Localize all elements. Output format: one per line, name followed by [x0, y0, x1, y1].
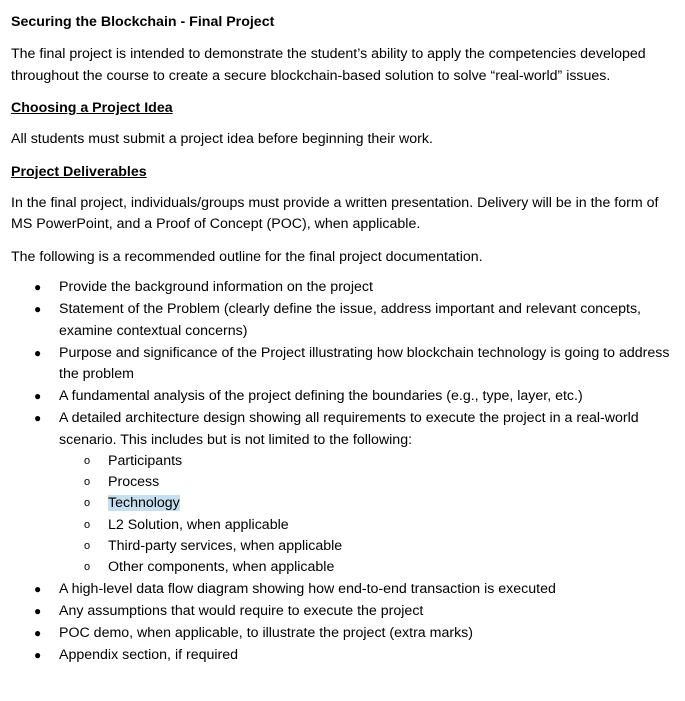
circle-bullet-icon: o	[84, 455, 91, 467]
sub-list-item-text: Other components, when applicable	[108, 559, 335, 576]
bullet-icon: ●	[34, 389, 42, 403]
sub-list-item	[59, 493, 671, 514]
sub-list-item-text: Participants	[108, 453, 183, 469]
list-item	[11, 623, 671, 645]
sub-list-item-text: L2 Solution, when applicable	[108, 516, 289, 533]
circle-bullet-icon: o	[84, 476, 91, 489]
bullet-icon: ●	[34, 302, 42, 316]
bullet-icon: ●	[34, 411, 42, 425]
highlighted-text-selection[interactable]: Technology	[108, 495, 180, 512]
deliverables-paragraph: In the final project, individuals/groups must provide a written presentation. Delivery will be in the form of MS PowerPoint, and a Proof of Concept (POC), when applicable.	[11, 194, 659, 232]
list-item	[11, 601, 671, 623]
project-idea-paragraph: All students must submit a project idea before beginning their work.	[11, 131, 433, 147]
list-item	[11, 645, 671, 667]
list-item-text: POC demo, when applicable, to illustrate the project (extra marks)	[59, 624, 473, 641]
bullet-icon: ●	[34, 625, 42, 640]
section-heading-deliverables: Project Deliverables	[11, 163, 147, 180]
circle-bullet-icon: o	[84, 539, 91, 552]
intro-paragraph: The final project is intended to demonstrate the student’s ability to apply the competencies developed throughout the course to create a secure blockchain-based solution to solve “real-world” issues.	[11, 46, 646, 84]
architecture-sub-list	[59, 451, 671, 578]
sub-list-item	[59, 451, 671, 472]
section-heading-project-idea: Choosing a Project Idea	[11, 100, 173, 116]
list-item-text: Purpose and significance of the Project illustrating how blockchain technology is going to address the problem	[59, 344, 670, 382]
bullet-icon: ●	[34, 581, 42, 596]
list-item-text: Provide the background information on the project	[59, 279, 373, 295]
list-item-text: A detailed architecture design showing all requirements to execute the project in a real-world scenario. This includes but is not limited to the following:	[59, 410, 639, 448]
sub-list-item	[59, 515, 671, 536]
list-item	[11, 408, 671, 578]
list-item	[11, 277, 671, 299]
sub-list-item	[59, 557, 671, 578]
bullet-icon: ●	[34, 280, 42, 294]
list-item	[11, 343, 671, 386]
bullet-icon: ●	[34, 647, 42, 662]
list-item-text: A high-level data flow diagram showing how end-to-end transaction is executed	[59, 580, 556, 597]
sub-list-item	[59, 536, 671, 557]
circle-bullet-icon: o	[84, 518, 91, 531]
sub-list-item-text: Process	[108, 474, 160, 491]
sub-list-item-text: Third-party services, when applicable	[108, 537, 343, 554]
outline-intro-paragraph: The following is a recommended outline for the final project documentation.	[11, 248, 483, 265]
list-item-text: Any assumptions that would require to execute the project	[59, 602, 424, 619]
bullet-icon: ●	[34, 345, 42, 360]
circle-bullet-icon: o	[84, 561, 91, 574]
sub-list-item	[59, 472, 671, 493]
document-page	[11, 12, 671, 669]
bullet-icon: ●	[34, 603, 42, 618]
list-item	[11, 386, 671, 408]
list-item	[11, 579, 671, 601]
document-title: Securing the Blockchain - Final Project	[11, 14, 275, 30]
circle-bullet-icon: o	[84, 497, 91, 510]
list-item-text: Statement of the Problem (clearly define the issue, address important and relevant concepts, examine contextual concerns)	[59, 301, 641, 339]
list-item-text: Appendix section, if required	[59, 646, 239, 663]
list-item	[11, 299, 671, 342]
outline-bullet-list	[11, 277, 671, 666]
list-item-text: A fundamental analysis of the project defining the boundaries (e.g., type, layer, etc.)	[59, 388, 583, 404]
